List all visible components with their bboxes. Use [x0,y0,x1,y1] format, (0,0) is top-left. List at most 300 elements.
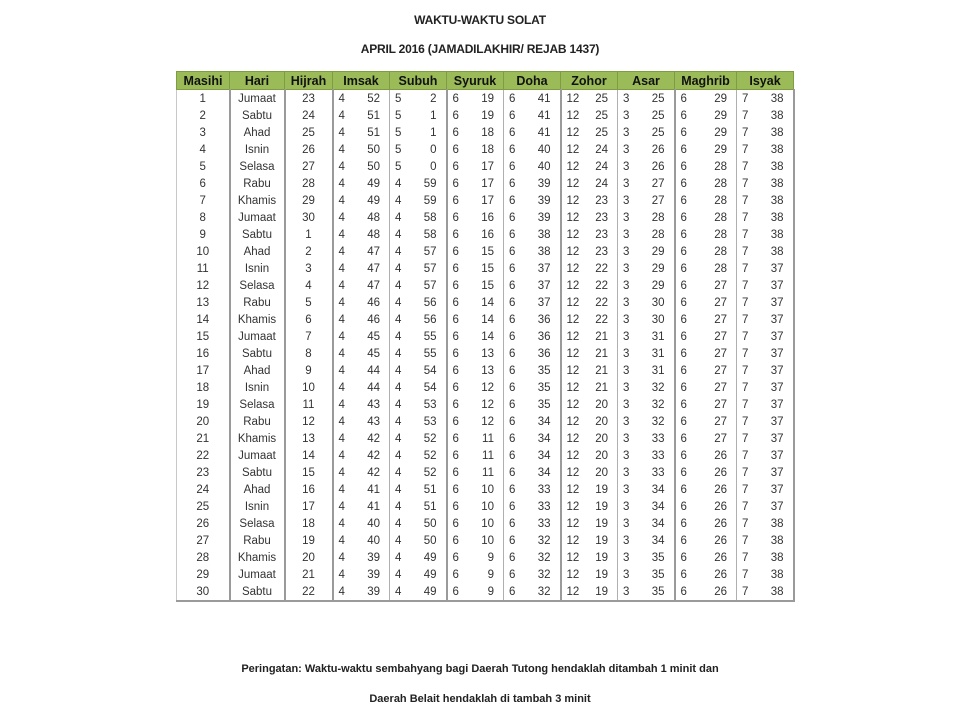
cell-imsak-min: 46 [367,296,380,309]
cell-maghrib-min: 27 [714,279,727,292]
cell-doha-hour: 6 [504,447,526,464]
cell-asar-hour: 3 [618,430,640,447]
cell-subuh-hour: 4 [390,413,412,430]
cell-syuruk-hour: 6 [447,447,469,464]
cell-zohor-min: 20 [595,398,608,411]
header-zohor: Zohor [561,72,618,90]
cell-maghrib-min: 26 [714,500,727,513]
cell-syuruk-min: 16 [481,211,494,224]
cell-imsak-min: 46 [367,313,380,326]
cell-subuh-min: 58 [423,211,437,224]
cell-masihi: 27 [177,532,230,549]
cell-asar-min: 27 [651,177,665,190]
cell-subuh-hour: 4 [390,498,412,515]
cell-hari: Ahad [230,481,285,498]
cell-syuruk-hour: 6 [447,158,469,175]
cell-imsak-min: 45 [367,330,380,343]
cell-maghrib-min: 26 [714,466,727,479]
cell-zohor-min: 23 [595,228,608,241]
cell-asar-min: 30 [651,313,665,326]
cell-subuh-min: 57 [423,279,437,292]
cell-subuh-min: 52 [423,432,437,445]
cell-subuh-min: 55 [423,347,437,360]
cell-maghrib-hour: 6 [675,566,701,583]
cell-zohor-hour: 12 [561,175,585,192]
cell-imsak-hour: 4 [333,192,355,209]
cell-imsak-hour: 4 [333,447,355,464]
cell-maghrib-min: 27 [714,296,727,309]
cell-hijrah: 3 [285,260,333,277]
cell-imsak-hour: 4 [333,549,355,566]
cell-doha-hour: 6 [504,175,526,192]
cell-isyak-min: 37 [759,294,794,311]
cell-maghrib-min: 29 [714,143,727,156]
cell-maghrib-hour: 6 [675,243,701,260]
cell-doha-min: 33 [537,500,551,513]
cell-imsak-hour: 4 [333,498,355,515]
cell-syuruk-min: 12 [481,415,494,428]
cell-doha-min: 39 [537,177,551,190]
cell-asar-hour: 3 [618,328,640,345]
cell-maghrib-hour: 6 [675,209,701,226]
cell-asar-min: 32 [651,381,665,394]
cell-imsak-hour: 4 [333,158,355,175]
cell-asar-hour: 3 [618,277,640,294]
table-row [177,192,794,209]
table-row [177,515,794,532]
cell-zohor-hour: 12 [561,566,585,583]
cell-doha-hour: 6 [504,430,526,447]
cell-hari: Jumaat [230,447,285,464]
cell-imsak-min: 42 [367,449,380,462]
cell-doha-hour: 6 [504,583,526,601]
cell-syuruk-min: 15 [481,279,494,292]
cell-maghrib-hour: 6 [675,481,701,498]
cell-doha-min: 41 [537,126,551,139]
cell-doha-hour: 6 [504,362,526,379]
cell-zohor-min: 22 [595,279,608,292]
cell-hijrah: 10 [285,379,333,396]
cell-hari: Isnin [230,379,285,396]
table-row [177,447,794,464]
cell-doha-hour: 6 [504,515,526,532]
cell-syuruk-min: 11 [482,432,494,445]
cell-zohor-min: 25 [595,126,608,139]
cell-asar-hour: 3 [618,413,640,430]
table-row [177,158,794,175]
cell-isyak-min: 37 [759,379,794,396]
cell-asar-hour: 3 [618,192,640,209]
cell-asar-min: 34 [651,483,665,496]
cell-subuh-min: 49 [423,568,437,581]
cell-asar-hour: 3 [618,226,640,243]
cell-doha-hour: 6 [504,158,526,175]
cell-syuruk-hour: 6 [447,498,469,515]
cell-asar-min: 35 [640,583,675,601]
cell-isyak-min: 37 [759,260,794,277]
cell-zohor-hour: 12 [561,447,585,464]
cell-subuh-hour: 4 [390,379,412,396]
cell-doha-hour: 6 [504,396,526,413]
cell-zohor-hour: 12 [561,379,585,396]
cell-masihi: 25 [177,498,230,515]
cell-zohor-hour: 12 [561,464,585,481]
cell-syuruk-hour: 6 [447,396,469,413]
cell-hijrah: 11 [285,396,333,413]
cell-hari: Rabu [230,413,285,430]
cell-imsak-hour: 4 [333,328,355,345]
cell-doha-min: 40 [537,160,551,173]
cell-asar-min: 33 [651,466,665,479]
cell-asar-hour: 3 [618,515,640,532]
cell-subuh-min: 52 [423,449,437,462]
cell-imsak-hour: 4 [333,396,355,413]
cell-isyak-hour: 7 [737,328,759,345]
cell-hari: Isnin [230,141,285,158]
cell-maghrib-hour: 6 [675,311,701,328]
cell-asar-min: 25 [651,92,665,105]
cell-maghrib-min: 28 [714,228,727,241]
cell-zohor-hour: 12 [561,396,585,413]
cell-zohor-hour: 12 [561,549,585,566]
cell-syuruk-hour: 6 [447,124,469,141]
cell-hari: Khamis [230,549,285,566]
cell-asar-hour: 3 [618,158,640,175]
cell-syuruk-min: 10 [481,534,494,547]
cell-imsak-min: 49 [367,177,380,190]
cell-masihi: 14 [177,311,230,328]
cell-syuruk-min: 9 [469,583,504,601]
cell-asar-min: 25 [651,109,665,122]
cell-syuruk-min: 14 [481,313,494,326]
cell-zohor-min: 19 [585,583,618,601]
cell-hijrah: 7 [285,328,333,345]
cell-zohor-min: 21 [595,364,608,377]
cell-syuruk-hour: 6 [447,464,469,481]
cell-syuruk-hour: 6 [447,90,469,108]
header-asar: Asar [618,72,675,90]
cell-isyak-hour: 7 [737,124,759,141]
cell-hari: Isnin [230,498,285,515]
cell-isyak-hour: 7 [737,447,759,464]
cell-doha-min: 34 [537,449,551,462]
header-maghrib: Maghrib [675,72,737,90]
table-row [177,226,794,243]
cell-zohor-min: 22 [595,262,608,275]
cell-maghrib-min: 29 [714,126,727,139]
note-line-1: Peringatan: Waktu-waktu sembahyang bagi Daerah Tutong hendaklah ditambah 1 minit dan [241,663,719,675]
cell-syuruk-min: 16 [481,228,494,241]
cell-maghrib-min: 28 [714,194,727,207]
cell-hari: Jumaat [230,209,285,226]
cell-maghrib-hour: 6 [675,192,701,209]
cell-asar-min: 35 [651,568,665,581]
cell-asar-hour: 3 [618,379,640,396]
cell-subuh-hour: 4 [390,260,412,277]
cell-hijrah: 13 [285,430,333,447]
cell-imsak-hour: 4 [333,260,355,277]
cell-subuh-min: 55 [423,330,437,343]
cell-zohor-min: 20 [595,432,608,445]
cell-doha-min: 39 [537,194,551,207]
cell-imsak-hour: 4 [333,277,355,294]
cell-maghrib-min: 27 [714,364,727,377]
cell-doha-hour: 6 [504,464,526,481]
cell-syuruk-min: 12 [481,381,494,394]
cell-imsak-hour: 4 [333,175,355,192]
cell-maghrib-hour: 6 [675,107,701,124]
cell-asar-hour: 3 [618,566,640,583]
cell-hijrah: 4 [285,277,333,294]
cell-maghrib-min: 27 [714,313,727,326]
cell-zohor-min: 22 [595,313,608,326]
cell-zohor-min: 22 [595,296,608,309]
cell-syuruk-hour: 6 [447,294,469,311]
cell-subuh-min: 57 [423,262,437,275]
cell-isyak-hour: 7 [737,277,759,294]
cell-asar-hour: 3 [618,532,640,549]
cell-syuruk-hour: 6 [447,345,469,362]
cell-maghrib-hour: 6 [675,175,701,192]
cell-doha-min: 36 [537,347,551,360]
cell-isyak-hour: 7 [737,464,759,481]
cell-hijrah: 22 [285,583,333,601]
cell-masihi: 21 [177,430,230,447]
cell-syuruk-min: 17 [481,160,494,173]
cell-syuruk-hour: 6 [447,209,469,226]
cell-masihi: 30 [177,583,230,601]
cell-syuruk-min: 19 [481,109,494,122]
header-masihi: Masihi [177,72,230,90]
cell-maghrib-hour: 6 [675,328,701,345]
cell-syuruk-hour: 6 [447,566,469,583]
cell-asar-min: 30 [651,296,665,309]
cell-subuh-min: 59 [423,177,437,190]
cell-isyak-min: 38 [759,90,794,108]
header-doha: Doha [504,72,561,90]
table-row [177,549,794,566]
table-row [177,107,794,124]
cell-hari: Rabu [230,175,285,192]
cell-maghrib-hour: 6 [675,447,701,464]
cell-zohor-min: 25 [595,109,608,122]
cell-asar-hour: 3 [618,124,640,141]
cell-maghrib-hour: 6 [675,141,701,158]
cell-doha-hour: 6 [504,260,526,277]
cell-doha-hour: 6 [504,532,526,549]
cell-asar-hour: 3 [618,481,640,498]
cell-zohor-hour: 12 [561,413,585,430]
cell-syuruk-hour: 6 [447,328,469,345]
cell-asar-min: 26 [651,160,665,173]
cell-doha-hour: 6 [504,294,526,311]
cell-asar-min: 25 [651,126,665,139]
cell-zohor-hour: 12 [561,328,585,345]
cell-hijrah: 19 [285,532,333,549]
cell-subuh-min: 52 [423,466,437,479]
cell-hari: Selasa [230,515,285,532]
cell-imsak-min: 50 [367,143,380,156]
cell-subuh-min: 54 [423,364,437,377]
cell-hijrah: 2 [285,243,333,260]
cell-syuruk-min: 10 [481,517,494,530]
cell-subuh-min: 51 [423,483,437,496]
cell-isyak-hour: 7 [737,141,759,158]
cell-imsak-min: 50 [367,160,380,173]
table-row [177,396,794,413]
cell-subuh-hour: 4 [390,481,412,498]
cell-syuruk-min: 14 [481,296,494,309]
cell-imsak-min: 47 [367,279,380,292]
cell-hari: Sabtu [230,107,285,124]
cell-isyak-hour: 7 [737,192,759,209]
header-subuh: Subuh [390,72,447,90]
cell-isyak-hour: 7 [737,532,759,549]
cell-imsak-min: 43 [367,398,380,411]
cell-zohor-min: 25 [595,92,608,105]
cell-hijrah: 6 [285,311,333,328]
cell-maghrib-min: 26 [714,534,727,547]
cell-subuh-min: 0 [430,160,437,173]
cell-isyak-min: 38 [759,158,794,175]
header-syuruk: Syuruk [447,72,504,90]
cell-syuruk-min: 10 [481,483,494,496]
cell-syuruk-hour: 6 [447,311,469,328]
cell-imsak-min: 41 [367,500,380,513]
cell-zohor-hour: 12 [561,209,585,226]
cell-doha-hour: 6 [504,243,526,260]
cell-zohor-min: 20 [595,449,608,462]
cell-imsak-hour: 4 [333,430,355,447]
cell-subuh-hour: 4 [390,566,412,583]
cell-maghrib-hour: 6 [675,498,701,515]
cell-imsak-hour: 4 [333,379,355,396]
cell-doha-min: 35 [537,381,551,394]
table-row [177,294,794,311]
cell-subuh-hour: 4 [390,243,412,260]
cell-syuruk-min: 13 [481,347,494,360]
cell-maghrib-hour: 6 [675,430,701,447]
cell-masihi: 6 [177,175,230,192]
cell-zohor-hour: 12 [561,260,585,277]
cell-masihi: 9 [177,226,230,243]
cell-hari: Jumaat [230,90,285,108]
cell-syuruk-min: 18 [481,126,494,139]
cell-asar-min: 33 [651,449,665,462]
cell-imsak-min: 39 [367,551,380,564]
cell-isyak-min: 37 [759,277,794,294]
cell-doha-hour: 6 [504,90,526,108]
table-row [177,243,794,260]
cell-imsak-hour: 4 [333,532,355,549]
cell-doha-hour: 6 [504,481,526,498]
table-row [177,464,794,481]
cell-maghrib-hour: 6 [675,464,701,481]
cell-isyak-hour: 7 [737,379,759,396]
cell-zohor-min: 24 [595,177,608,190]
cell-maghrib-min: 26 [714,449,727,462]
cell-hari: Rabu [230,294,285,311]
cell-isyak-min: 37 [759,481,794,498]
cell-zohor-min: 19 [595,500,608,513]
cell-maghrib-hour: 6 [675,396,701,413]
cell-hari: Selasa [230,396,285,413]
cell-asar-hour: 3 [618,498,640,515]
cell-masihi: 13 [177,294,230,311]
cell-hijrah: 16 [285,481,333,498]
cell-isyak-min: 37 [759,328,794,345]
cell-zohor-min: 21 [595,381,608,394]
cell-isyak-min: 38 [759,124,794,141]
cell-doha-min: 40 [537,143,551,156]
cell-maghrib-hour: 6 [675,345,701,362]
table-row [177,175,794,192]
cell-syuruk-hour: 6 [447,481,469,498]
table-row [177,532,794,549]
cell-hijrah: 26 [285,141,333,158]
cell-asar-min: 33 [651,432,665,445]
cell-masihi: 4 [177,141,230,158]
cell-subuh-min: 2 [430,92,437,105]
cell-subuh-min: 56 [423,296,437,309]
header-imsak: Imsak [333,72,390,90]
cell-isyak-hour: 7 [737,243,759,260]
cell-doha-hour: 6 [504,192,526,209]
cell-subuh-min: 51 [423,500,437,513]
cell-syuruk-hour: 6 [447,583,469,601]
cell-isyak-min: 38 [759,107,794,124]
cell-isyak-min: 38 [759,192,794,209]
cell-isyak-hour: 7 [737,90,759,108]
cell-doha-min: 37 [537,262,551,275]
cell-doha-hour: 6 [504,498,526,515]
cell-doha-hour: 6 [504,413,526,430]
cell-isyak-hour: 7 [737,107,759,124]
cell-imsak-hour: 4 [333,141,355,158]
cell-zohor-hour: 12 [561,430,585,447]
cell-masihi: 23 [177,464,230,481]
cell-zohor-hour: 12 [561,141,585,158]
table-row [177,413,794,430]
cell-hari: Jumaat [230,328,285,345]
cell-hari: Selasa [230,158,285,175]
cell-masihi: 18 [177,379,230,396]
cell-subuh-hour: 4 [390,464,412,481]
cell-isyak-min: 38 [759,175,794,192]
cell-isyak-min: 37 [759,396,794,413]
cell-isyak-min: 37 [759,498,794,515]
cell-imsak-min: 47 [367,262,380,275]
cell-imsak-min: 51 [367,109,380,122]
cell-imsak-hour: 4 [333,464,355,481]
cell-maghrib-min: 28 [714,177,727,190]
cell-maghrib-min: 26 [714,551,727,564]
cell-hijrah: 5 [285,294,333,311]
cell-asar-hour: 3 [618,260,640,277]
cell-imsak-hour: 4 [333,90,355,108]
cell-subuh-min: 56 [423,313,437,326]
cell-maghrib-hour: 6 [675,226,701,243]
cell-zohor-hour: 12 [561,158,585,175]
cell-subuh-hour: 4 [390,192,412,209]
cell-hari: Khamis [230,192,285,209]
cell-asar-hour: 3 [618,447,640,464]
cell-zohor-min: 23 [595,194,608,207]
table-row [177,328,794,345]
cell-syuruk-hour: 6 [447,515,469,532]
cell-hijrah: 24 [285,107,333,124]
cell-subuh-hour: 4 [390,209,412,226]
